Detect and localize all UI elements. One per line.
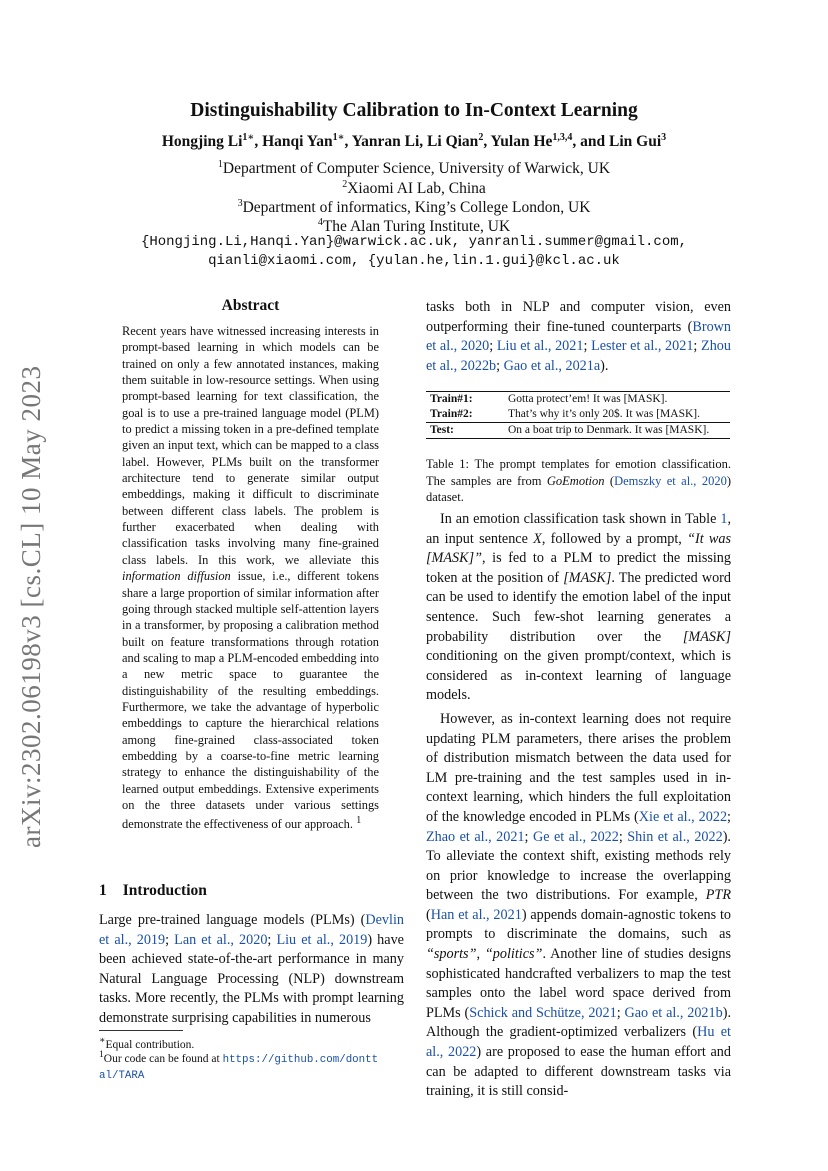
body-paragraph	[426, 510, 731, 706]
citation-separator: ;	[496, 357, 504, 374]
citation-link[interactable]: Zhou et al., 2022b	[426, 338, 731, 374]
caption-text: ) dataset.	[426, 473, 731, 504]
caption-text: (	[604, 473, 615, 488]
abstract-text: Recent years have witnessed increasing interests in prompt-based learning in which models can be trained on only a few annotated instances, making them suitable in low-resource settings. When using prompt-based learning for text classification, the goal is to use a pre-trained language model (PLM) to predict a missing token in a pre-defined template given an input text, which can be mapped to a class label. However, PLMs built on the transformer architecture tend to generate similar output embeddings, making it difficult to discriminate between different class labels. The problem is further exacerbated when dealing with classification tasks involving many fine-grained class labels. In this work, we alleviate this	[122, 324, 379, 567]
citation-separator: ;	[616, 1004, 625, 1021]
footnote-text: Equal contribution.	[105, 1038, 195, 1051]
author-separator: ,	[344, 133, 349, 151]
table-cell-text: On a boat trip to Denmark. It was [MASK].	[504, 423, 730, 439]
citation-link[interactable]: Xie et al., 2022	[638, 808, 728, 825]
body-text: ) are proposed to ease the human effort and can be adapted to different downstream tasks via training, it is still consid-	[426, 1044, 731, 1100]
section-title: Introduction	[122, 882, 207, 899]
abstract-body	[122, 323, 379, 833]
body-text: , an input sentence	[426, 511, 731, 547]
affiliation-text: Xiaomi AI Lab, China	[347, 180, 486, 198]
body-text: ) have been achieved state-of-the-art performance in many Natural Language Processing (NLP) downstream tasks. More recently, the PLMs with prompt learning demonstrate surprising capabilities in numerous	[99, 931, 404, 1026]
citation-link[interactable]: Gao et al., 2021a	[503, 357, 601, 374]
body-text: . Another line of studies designs sophisticated handcrafted verbalizers to map the test samples onto the label word space derived from PLMs (	[426, 946, 732, 1021]
body-text: ).	[600, 357, 609, 374]
footnote-marker: 1	[99, 1049, 104, 1060]
table-caption	[426, 456, 731, 506]
table-row	[426, 407, 730, 423]
body-text: , is fed to a PLM to predict the missing token at the position of	[426, 550, 731, 586]
body-emphasis: “sports”	[426, 946, 477, 963]
citation-separator: ;	[489, 338, 497, 355]
citation-link[interactable]: Devlin et al., 2019	[99, 912, 404, 948]
body-text: ) appends domain-agnostic tokens to prompts to discriminate the domains, such as	[426, 906, 731, 943]
author-list	[0, 132, 828, 151]
email-line: {Hongjing.Li,Hanqi.Yan}@warwick.ac.uk, yanranli.summer@gmail.com,	[140, 234, 688, 250]
body-text: Large pre-trained language models (PLMs) (	[99, 912, 366, 928]
table-cell-text: Gotta protect’em! It was [MASK].	[508, 393, 668, 405]
math-variable: X	[533, 530, 542, 547]
citation-link[interactable]: Ge et al., 2022	[532, 828, 619, 845]
citation-link[interactable]: Schick and Schütze, 2021	[469, 1004, 617, 1021]
body-text: ). Although the gradient-optimized verbalizers (	[426, 1004, 731, 1041]
footnote	[99, 1047, 404, 1084]
table-row	[426, 392, 730, 408]
code-url-link[interactable]: al/TARA	[99, 1069, 145, 1082]
author-separator: ,	[572, 133, 577, 151]
author-superscript: 2	[478, 132, 484, 143]
author-name: Yanran Li, Li Qian	[351, 133, 479, 151]
table-row	[426, 423, 730, 439]
citation-link[interactable]: Gao et al., 2021b	[624, 1004, 723, 1021]
code-url-link[interactable]: https://github.com/dontt	[222, 1053, 379, 1066]
citation-separator: ;	[693, 338, 702, 355]
body-emphasis: PTR	[705, 887, 731, 904]
author-superscript: 1,3,4	[552, 132, 573, 143]
abstract-emphasis: information diffusion	[122, 569, 231, 584]
affiliation-text: Department of Computer Science, University of Warwick, UK	[222, 160, 611, 178]
table-reference-link[interactable]: 1	[720, 511, 728, 527]
citation-link[interactable]: Demszky et al., 2020	[614, 473, 727, 488]
citation-separator: ;	[165, 931, 175, 948]
body-emphasis: [MASK]	[682, 628, 731, 645]
affiliation-marker: 3	[237, 198, 243, 209]
table-cell-key: Train#2:	[430, 408, 473, 420]
body-text: conditioning on the given prompt/context, which is considered as in-context learning of language models.	[426, 648, 731, 704]
body-text: . The predicted word can be used to identify the emotion label of the input sentence. Such few-shot learning generates a probability distribution over the	[426, 569, 731, 645]
citation-link[interactable]: Liu et al., 2019	[276, 931, 368, 948]
affiliation-marker: 1	[217, 159, 223, 170]
table-cell-key: Train#1:	[430, 393, 473, 405]
body-text: However, as in-context learning does not require updating PLM parameters, there arises the problem of distribution mismatch between the data used for LM pre-training and the test samples used in in-context learning, which hinders the full exploitation of the knowledge encoded in PLMs (	[426, 710, 731, 825]
citation-link[interactable]: Brown et al., 2020	[426, 318, 731, 355]
citation-link[interactable]: Shin et al., 2022	[627, 828, 723, 845]
body-text: ). To alleviate the context shift, existing methods rely on prior knowledge to increase the overlapping between the two distributions. For example,	[426, 828, 731, 904]
body-emphasis: [MASK]	[563, 569, 612, 586]
affiliation-marker: 4	[317, 217, 323, 228]
citation-link[interactable]: Zhao et al., 2021	[426, 828, 525, 845]
abstract-heading: Abstract	[221, 297, 280, 314]
body-emphasis: “politics”	[484, 946, 543, 963]
body-text: (	[426, 906, 431, 923]
citation-separator: ;	[267, 931, 277, 948]
prompt-template-table	[426, 391, 730, 439]
table-cell-key: Test:	[426, 423, 504, 439]
body-text: In an emotion classification task shown in Table	[440, 511, 721, 527]
body-text: ,	[476, 946, 485, 963]
introduction-paragraph	[99, 911, 404, 1029]
citation-separator: ;	[618, 828, 628, 845]
footnote-divider	[99, 1030, 183, 1031]
author-name: and Lin Gui	[580, 133, 662, 151]
body-paragraph	[426, 710, 731, 1102]
arxiv-identifier: arXiv:2302.06198v3 [cs.CL] 10 May 2023	[16, 365, 46, 848]
caption-emphasis: GoEmotion	[546, 473, 605, 488]
body-text: , followed by a prompt,	[541, 530, 688, 547]
affiliation-marker: 2	[342, 179, 348, 190]
section-heading-introduction	[99, 882, 207, 900]
email-line: qianli@xiaomi.com, {yulan.he,lin.1.gui}@kcl.ac.uk	[208, 253, 620, 269]
citation-link[interactable]: Lester et al., 2021	[591, 338, 694, 355]
abstract-text: issue, i.e., different tokens share a large proportion of similar information after going through stacked multiple self-attention layers in a transformer, by proposing a calibration method built on feature transformations through rotation and scaling to map a PLM-encoded embedding into a new metric space to guarantee the distinguishability of the resulting embeddings. Furthermore, we take the advantage of hyperbolic embeddings to capture the hierarchical relations among fine-grained class-associated token embedding by a coarse-to-fine metric learning strategy to enhance the distinguishability of the learned output embeddings. Extensive experiments on the three datasets under various settings demonstrate the effectiveness of our approach.	[122, 569, 379, 832]
citation-separator: ;	[727, 808, 731, 825]
table-cell-text: That’s why it’s only 20$. It was [MASK].	[508, 408, 700, 420]
citation-separator: ;	[583, 338, 592, 355]
author-superscript: 3	[661, 132, 667, 143]
author-separator: ,	[483, 133, 488, 151]
body-emphasis: “It was [MASK]”	[426, 530, 731, 567]
right-column-paragraph	[426, 298, 731, 376]
citation-link[interactable]: Hu et al., 2022	[426, 1024, 731, 1061]
section-number: 1	[99, 882, 107, 899]
footnote-marker: 1	[356, 815, 362, 827]
footnote-text: Our code can be found at	[103, 1052, 223, 1065]
author-superscript: 1∗	[332, 132, 345, 143]
paper-title: Distinguishability Calibration to In-Context Learning	[190, 100, 638, 121]
footnote-marker: ∗	[99, 1035, 106, 1046]
body-text: tasks both in NLP and computer vision, even outperforming their fine-tuned counterparts (	[426, 299, 731, 335]
author-superscript: 1∗	[242, 132, 255, 143]
caption-text: Table 1: The prompt templates for emotion classification. The samples are from	[426, 457, 731, 488]
author-name: Hongjing Li	[161, 133, 243, 151]
right-column-body	[426, 510, 731, 1102]
citation-link[interactable]: Han et al., 2021	[430, 906, 522, 923]
citation-separator: ;	[524, 828, 533, 845]
citation-link[interactable]: Lan et al., 2020	[174, 931, 268, 948]
citation-link[interactable]: Liu et al., 2021	[496, 338, 584, 355]
affiliation-text: The Alan Turing Institute, UK	[322, 218, 511, 236]
author-name: Hanqi Yan	[262, 133, 333, 151]
affiliation-text: Department of informatics, King’s College London, UK	[242, 199, 591, 217]
author-separator: ,	[254, 133, 259, 151]
author-name: Yulan He	[490, 133, 553, 151]
